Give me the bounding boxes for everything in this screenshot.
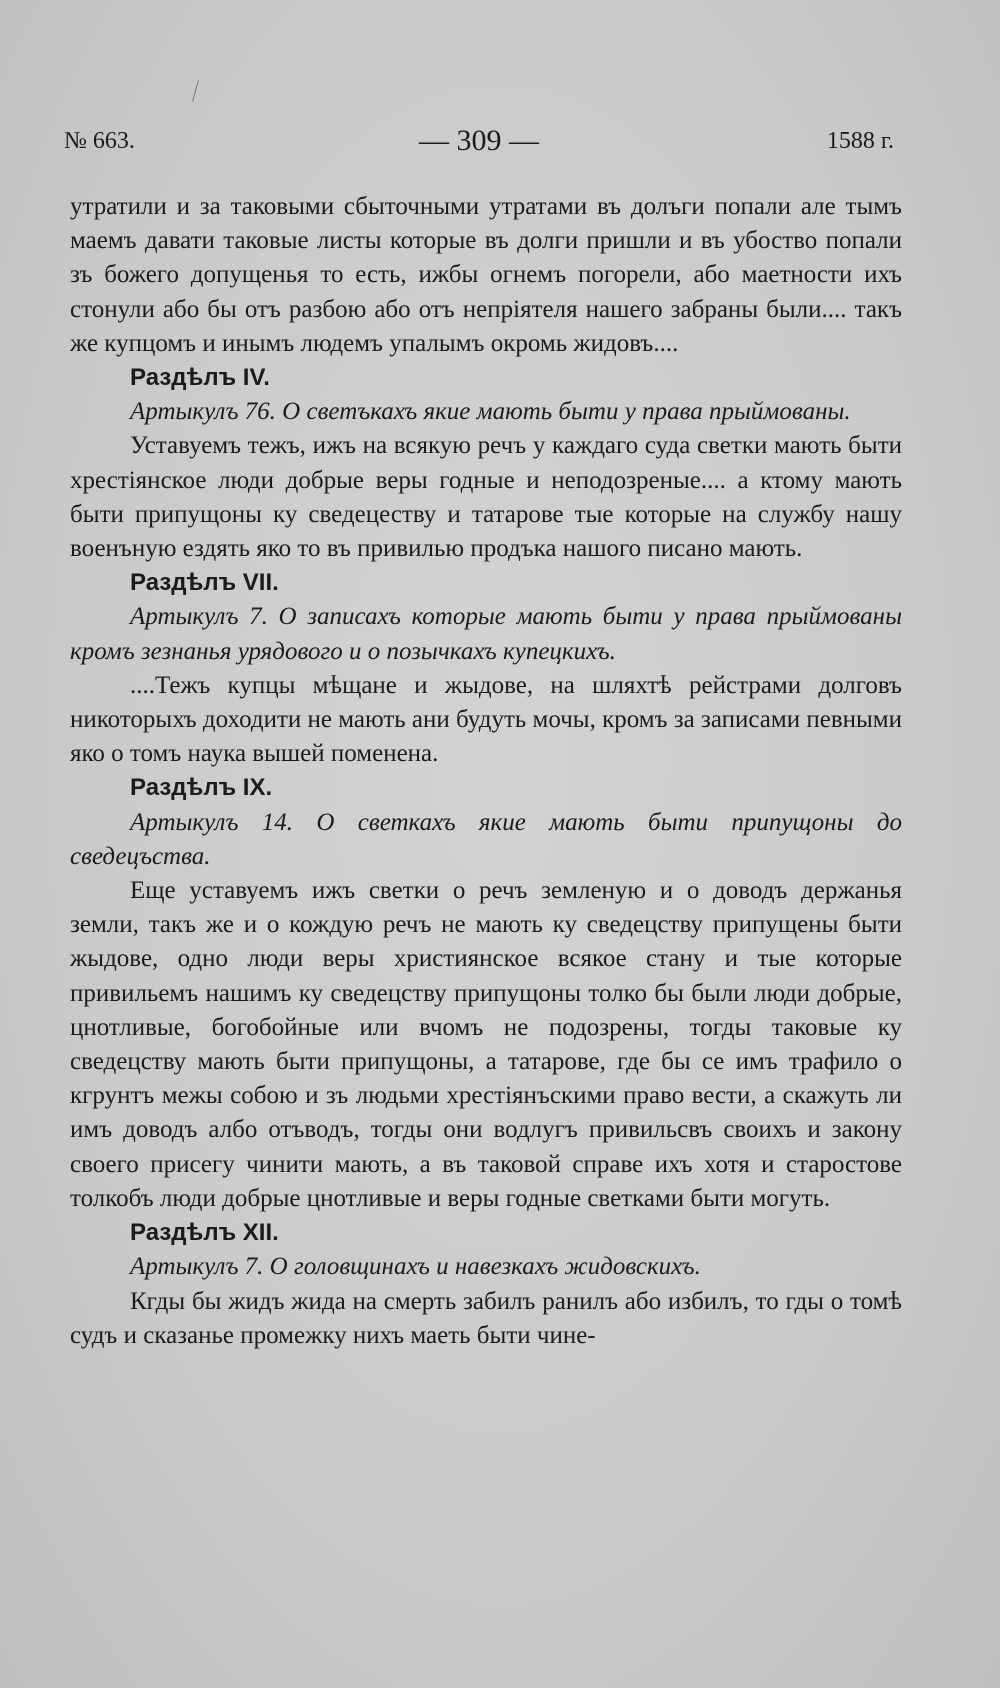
paragraph-5: Кгды бы жидъ жида на смерть забилъ ранилъ або избилъ, то гды о томѣ судъ и сказанье промежку нихъ маеть быти чине- bbox=[70, 1287, 902, 1349]
paragraph-4: Еще уставуемъ ижъ светки о речъ земленую и о доводъ держанья земли, такъ же и о кождую речъ не мають ку сведецству припущены быти жыдове, одно люди веры християнское всякое стану и тые которые привильемъ нашимъ ку сведецству припущоны толко бы были люди добрые, цнотливые, богобойные или вчомъ не подозрены, тогды таковые ку сведецству мають быти припущоны, а татарове, где бы се имъ трафило о кгрунтъ межы собою и зъ людьми хрестіянъскими право вести, а скажуть ли имъ доводъ албо отъводъ, тогды они водлугъ привильсвъ своихъ и закону своего присегу чинити мають, а въ таковой справе ихъ хотя и старостове толкобъ люди добрые цнотливые и веры годные светками быти могуть. bbox=[70, 877, 902, 1212]
section-heading-vii: Раздѣлъ VII. bbox=[130, 569, 279, 597]
paragraph-2: Уставуемъ тежъ, ижъ на всякую речъ у каждаго суда светки мають быти хрестіянское люди добрые веры годные и неподозреные.... а ктому мають быти припущоны ку сведецеству и татарове тые которые на службу нашу военъную ездять яко то въ привилью продъка нашого писано мають. bbox=[70, 432, 902, 563]
page-body bbox=[70, 190, 902, 1353]
document-number: № 663. bbox=[64, 128, 135, 154]
article-heading-76: Артыкулъ 76. О светъкахъ якие мають быти у права прыймованы. bbox=[130, 398, 851, 426]
page-scratch-mark bbox=[192, 80, 199, 102]
section-heading-xii: Раздѣлъ XII. bbox=[130, 1219, 279, 1247]
article-heading-14: Артыкулъ 14. О светкахъ якие мають быти припущоны до сведецъства. bbox=[70, 808, 902, 870]
section-heading-iv: Раздѣлъ IV. bbox=[130, 364, 270, 392]
article-heading-7-jewish: Артыкулъ 7. О головщинахъ и навезкахъ жидовскихъ. bbox=[130, 1253, 701, 1281]
document-year: 1588 г. bbox=[826, 128, 894, 154]
page-number: — 309 — bbox=[419, 124, 539, 157]
section-heading-ix: Раздѣлъ IX. bbox=[130, 774, 273, 802]
article-heading-7-records: Артыкулъ 7. О записахъ которые мають быти у права прыймованы кромъ зезнанья урядового и о позычкахъ купецкихъ. bbox=[70, 603, 902, 665]
page-header bbox=[64, 124, 894, 164]
paragraph-1: утратили и за таковыми сбыточными утратами въ долъги попали але тымъ маемъ давати таковые листы которые въ долги пришли и въ убоство попали зъ божего допущенья то есть, ижбы огнемъ погорели, або маетности ихъ стонули або бы отъ разбою або отъ непріятеля нашего забраны были.... такъ же купцомъ и инымъ людемъ упалымъ окромь жидовъ.... bbox=[70, 193, 902, 357]
paragraph-3: ....Тежъ купцы мѣщане и жыдове, на шляхтѣ рейстрами долговъ никоторыхъ доходити не мають ани будуть мочы, кромъ за записами певными яко о томъ наука вышей поменена. bbox=[70, 671, 902, 768]
